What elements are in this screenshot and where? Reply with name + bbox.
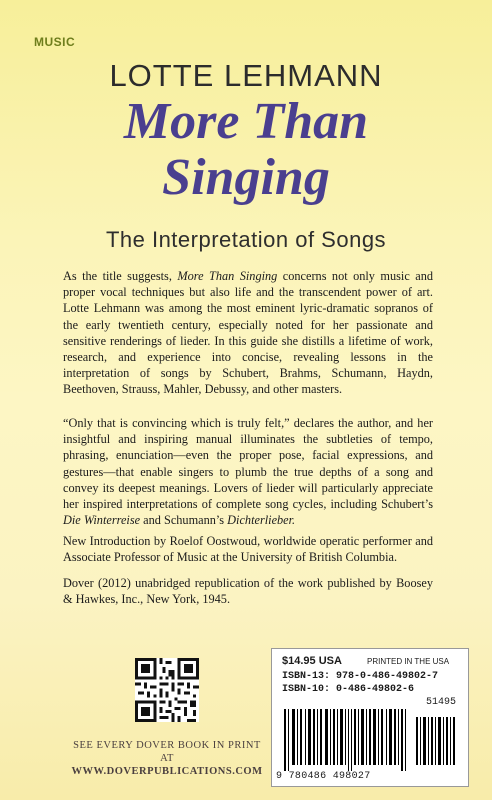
title-line-1: More Than (123, 93, 369, 150)
author-name: LOTTE LEHMANN (109, 58, 383, 93)
dover-footer (67, 739, 267, 778)
barcode-icon (282, 709, 458, 771)
description-paragraph-1: As the title suggests, More Than Singing concerns not only music and proper vocal techniques but also life and the transcendent power of art. Lotte Lehmann was among the most eminent lyric-dramatic sopranos of the early twentieth century, especially noted for her passionate and sensitive renderings of lieder. In this guide she distills a lifetime of work, research, and experience into concise, revealing lessons in the interpretation of songs by Schubert, Brahms, Schumann, Haydn, Beethoven, Strauss, Mahler, Debussy, and other masters. (63, 269, 433, 397)
printed-in-label: PRINTED IN THE USA (367, 657, 450, 666)
isbn-10: ISBN-10: 0-486-49802-6 (282, 684, 415, 695)
book-subtitle: The Interpretation of Songs (105, 227, 387, 252)
price: $14.95 USA (282, 655, 342, 667)
description-paragraph-2: “Only that is convincing which is truly felt,” declares the author, and her insightful and inspiring manual illuminates the subtleties of tempo, phrasing, enunciation—even the proper pose, facial expressions, and gestures—that enable singers to plumb the true depths of a song and convey its deepest meanings. Lovers of lieder will particularly appreciate her inspired interpretations of complete song cycles, including Schubert’s Die Winterreise and Schumann’s Dichterlieber. (63, 416, 433, 528)
book-title (0, 94, 492, 206)
isbn-13: ISBN-13: 978-0-486-49802-7 (282, 671, 439, 682)
dover-website-link[interactable]: WWW.DOVERPUBLICATIONS.COM (71, 766, 263, 777)
introduction-credit: New Introduction by Roelof Oostwoud, worldwide operatic performer and Associate Professor of Music at the University of British Columbia. (63, 534, 433, 565)
title-line-2: Singing (162, 149, 330, 206)
barcode-addon-number: 51495 (425, 697, 456, 708)
publication-note: Dover (2012) unabridged republication of the work published by Boosey & Hawkes, Inc., New York, 1945. (63, 576, 433, 607)
barcode-label (271, 648, 469, 787)
qr-code-icon[interactable] (135, 658, 199, 722)
footer-line-1: SEE EVERY DOVER BOOK IN PRINT AT (73, 740, 261, 764)
ean-digits: 9 780486 498027 (276, 771, 371, 782)
category-label: MUSIC (34, 35, 76, 49)
